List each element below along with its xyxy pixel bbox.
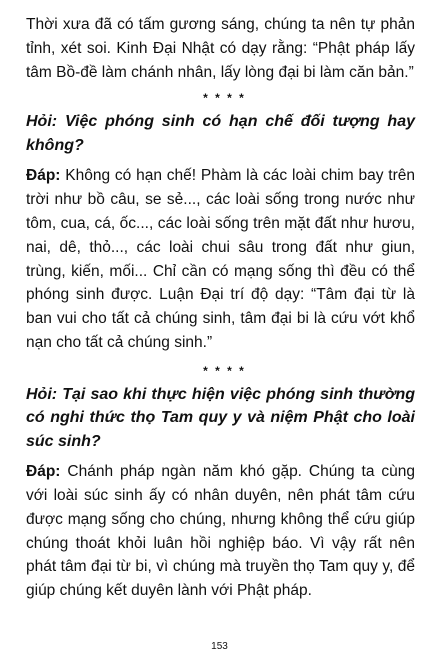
question-heading: Hỏi: Tại sao khi thực hiện việc phóng sinh thường có nghi thức thọ Tam quy y và niệm Phật cho loài súc sinh?: [26, 385, 415, 450]
page-content: [26, 13, 415, 603]
answer-paragraph: [26, 460, 415, 603]
answer-lead: Đáp:: [26, 463, 61, 481]
answer-text: Chánh pháp ngàn năm khó gặp. Chúng ta cùng với loài súc sinh ấy có nhân duyên, nên phát tâm cứu được mạng sống cho chúng, nhưng không thể cứu giúp chúng thoát khỏi luân hồi nghiệp báo. Vì vậy rất nên phát tâm đại từ bi, vì chúng mà truyền thọ Tam quy y, để giúp chúng kết duyên lành với Phật pháp.: [26, 463, 415, 600]
page-number: 153: [211, 641, 228, 652]
question-heading: Hỏi: Việc phóng sinh có hạn chế đối tượng hay không?: [26, 113, 415, 154]
answer-text: Không có hạn chế! Phàm là các loài chim bay trên trời như bồ câu, se sẻ..., các loài sống trong nước như tôm, cua, cá, ốc..., các loài sống trên mặt đất như hươu, nai, dê, thỏ..., các loài chui sâu trong đất như giun, trùng, kiến, mối... Chỉ cần có mạng sống thì đều có thể phóng sinh được. Luận Đại trí độ dạy: “Tâm đại từ là ban vui cho tất cả chúng sinh, tâm đại bi là cứu vớt khổ nạn cho tất cả chúng sinh.”: [26, 167, 415, 351]
intro-paragraph: Thời xưa đã có tấm gương sáng, chúng ta nên tự phản tỉnh, xét soi. Kinh Đại Nhật có dạy rằng: “Phật pháp lấy tâm Bồ-đề làm chánh nhân, lấy lòng đại bi làm căn bản.”: [26, 16, 415, 81]
answer-lead: Đáp:: [26, 167, 61, 185]
answer-paragraph: [26, 164, 415, 354]
section-separator: * * * *: [203, 91, 246, 106]
section-separator: * * * *: [203, 363, 246, 378]
